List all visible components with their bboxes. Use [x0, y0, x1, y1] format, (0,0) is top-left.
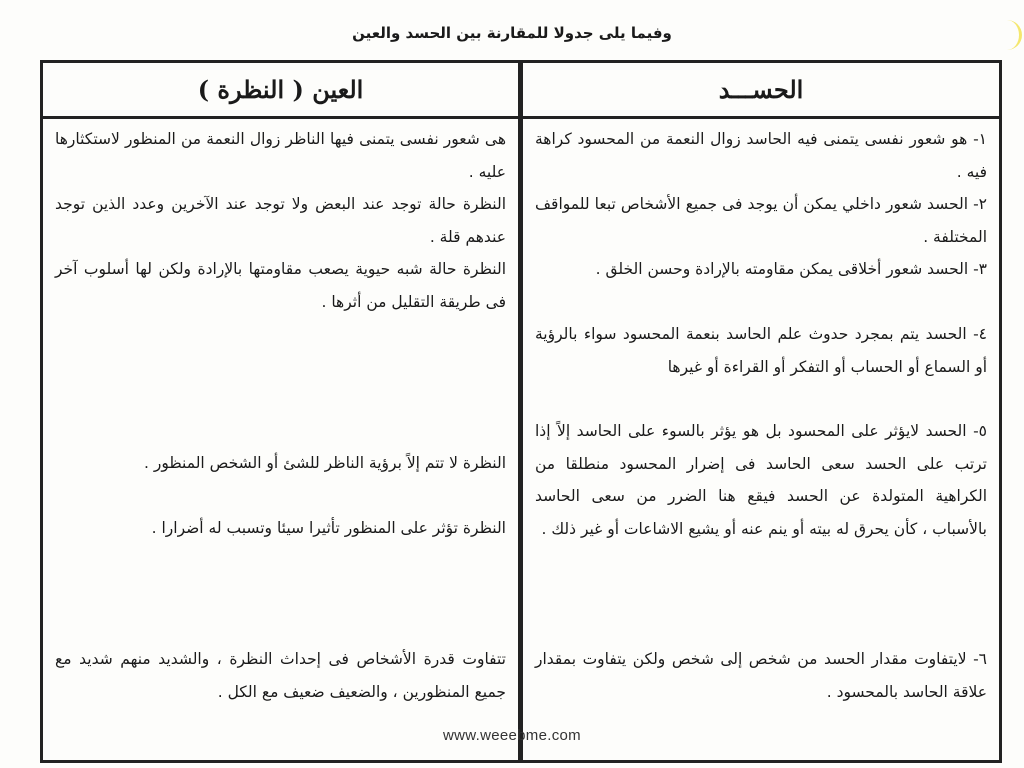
comparison-table — [40, 60, 1002, 763]
envy-column — [521, 63, 999, 760]
evil-eye-point-3: النظرة حالة شبه حيوية يصعب مقاومتها بالإرادة ولكن لها أسلوب آخر فى طريقة التقليل من أثرها . — [55, 260, 506, 311]
envy-point-2: ٢- الحسد شعور داخلي يمكن أن يوجد فى جميع الأشخاص تبعا للمواقف المختلفة . — [535, 195, 987, 246]
evil-eye-column-body — [43, 119, 518, 760]
envy-point-6: ٦- لايتفاوت مقدار الحسد من شخص إلى شخص ولكن يتفاوت بمقدار علاقة الحاسد بالمحسود . — [535, 650, 987, 701]
envy-point-3: ٣- الحسد شعور أخلاقى يمكن مقاومته بالإرادة وحسن الخلق . — [595, 260, 987, 278]
envy-column-header: الحســـد — [523, 63, 999, 119]
site-watermark: www.weeebme.com — [443, 727, 581, 744]
envy-column-body — [523, 119, 999, 760]
evil-eye-point-4: النظرة لا تتم إلاً برؤية الناظر للشئ أو الشخص المنظور . — [144, 454, 506, 472]
evil-eye-column — [43, 63, 521, 760]
evil-eye-point-5: النظرة تؤثر على المنظور تأثيرا سيئا وتسبب له أضرارا . — [151, 519, 506, 537]
evil-eye-column-header: العين ( النظرة ) — [43, 63, 518, 119]
evil-eye-point-6: تتفاوت قدرة الأشخاص فى إحداث النظرة ، والشديد منهم شديد مع جميع المنظورين ، والضعيف ضعيف مع الكل . — [55, 650, 506, 701]
envy-point-4: ٤- الحسد يتم بمجرد حدوث علم الحاسد بنعمة المحسود سواء بالرؤية أو السماع أو الحساب أو التفكر أو القراءة أو غيرها — [535, 325, 987, 376]
evil-eye-point-1: هى شعور نفسى يتمنى فيها الناظر زوال النعمة من المنظور لاستكثارها عليه . — [55, 130, 506, 181]
evil-eye-point-2: النظرة حالة توجد عند البعض ولا توجد عند الآخرين وعدد الذين توجد عندهم قلة . — [55, 195, 506, 246]
page-heading: وفيما يلى جدولا للمقارنة بين الحسد والعين — [352, 24, 672, 42]
envy-point-1: ١- هو شعور نفسى يتمنى فيه الحاسد زوال النعمة من المحسود كراهة فيه . — [535, 130, 987, 181]
envy-point-5: ٥- الحسد لايؤثر على المحسود بل هو يؤثر بالسوء على الحاسد إلاً إذا ترتب على الحسد سعى الحاسد فى إضرار المحسود منطلقا من الكراهية المتولدة عن الحسد فيقع هنا الضرر من سعى الحاسد بالأسباب ، كأن يحرق له بيته أو ينم عنه أو يشيع الاشاعات أو غير ذلك . — [535, 422, 987, 538]
